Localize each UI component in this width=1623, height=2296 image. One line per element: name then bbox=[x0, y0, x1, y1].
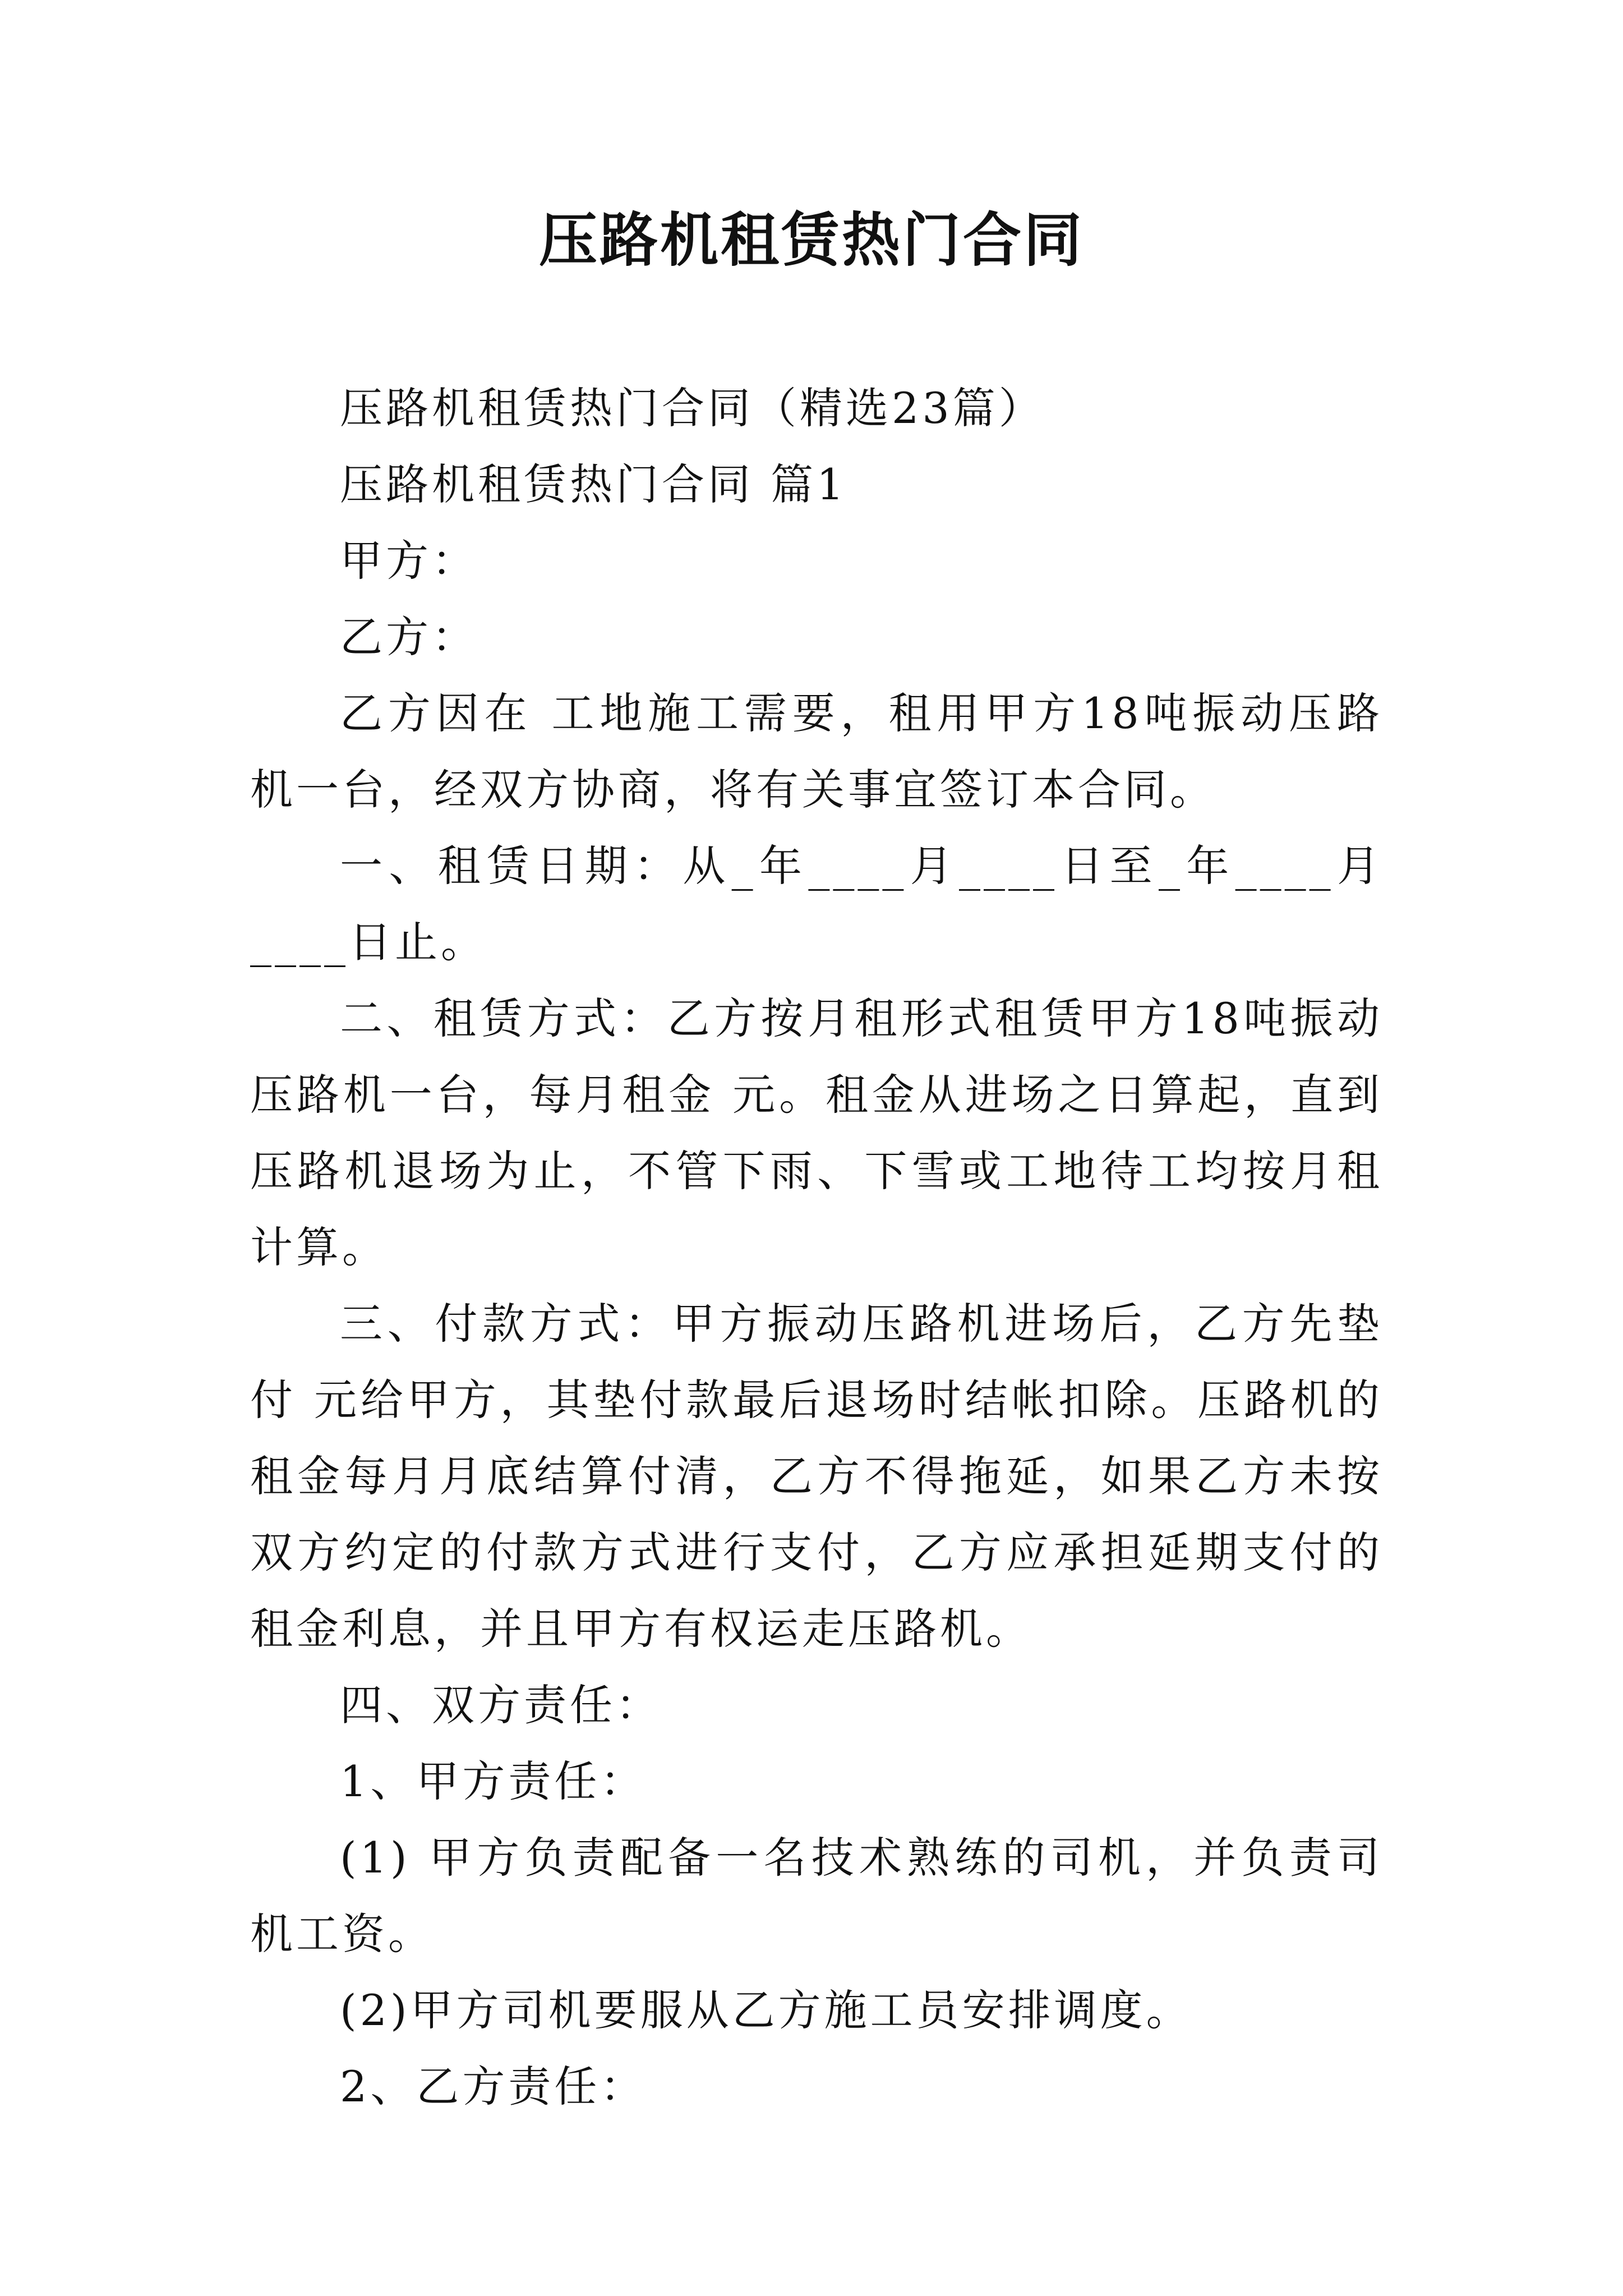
party-a-responsibility-item: (2)甲方司机要服从乙方施工员安排调度。 bbox=[340, 1985, 1192, 2035]
party-a-responsibilities-heading: 1、甲方责任： bbox=[340, 1756, 647, 1806]
doc-subtitle: 压路机租赁热门合同（精选23篇） bbox=[340, 383, 1045, 433]
party-b-line: 乙方： bbox=[340, 612, 478, 662]
clause-payment-method: 三、付款方式：甲方振动压路机进场后，乙方先垫付 元给甲方，其垫付款最后退场时结帐扣除。压路机的租金每月月底结算付清，乙方不得拖延，如果乙方未按双方约定的付款方式进行支付，乙方应承担延期支付的租金利息，并且甲方有权运走压路机。 bbox=[250, 1299, 1383, 1654]
preamble-paragraph: 乙方因在 工地施工需要，租用甲方18吨振动压路机一台，经双方协商，将有关事宜签订本合同。 bbox=[250, 688, 1383, 815]
party-b-responsibilities-heading: 2、乙方责任： bbox=[340, 2062, 647, 2111]
clause-lease-method: 二、租赁方式：乙方按月租形式租赁甲方18吨振动压路机一台，每月租金 元。租金从进场之日算起，直到压路机退场为止，不管下雨、下雪或工地待工均按月租计算。 bbox=[250, 993, 1383, 1272]
document-title: 压路机租赁热门合同 bbox=[538, 205, 1084, 274]
section-heading: 压路机租赁热门合同 篇1 bbox=[340, 459, 847, 509]
document-body bbox=[250, 370, 1383, 2125]
party-a-responsibility-item: (1) 甲方负责配备一名技术熟练的司机，并负责司机工资。 bbox=[250, 1833, 1383, 1959]
clause-responsibilities: 四、双方责任： bbox=[340, 1680, 662, 1730]
clause-lease-period: 一、租赁日期：从_年____月____日至_年____月____日止。 bbox=[250, 841, 1383, 967]
party-a-line: 甲方： bbox=[340, 536, 478, 586]
